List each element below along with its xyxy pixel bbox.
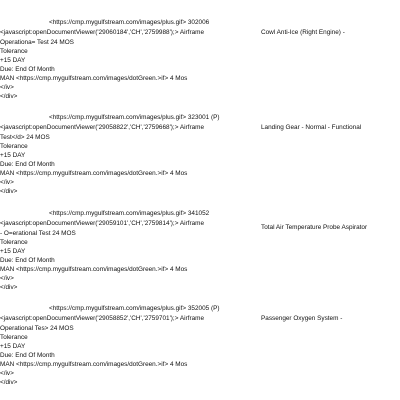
test-type-line: Test</d> 24 MOS [0, 134, 50, 141]
plus-image-link-line[interactable]: <https://cmp.mygulfstream.com/images/plus.gif> 341052 [49, 210, 210, 217]
record-description: Cowl Anti-Ice (Right Engine) - [261, 29, 345, 36]
document-viewer-link-line[interactable]: <javascript:openDocumentViewer('29059101','CH','2759814');> Airframe [0, 220, 205, 227]
closing-tag-line: </div> [0, 379, 18, 386]
closing-tag-line: </iv> [0, 275, 14, 282]
due-line: Due: End Of Month [0, 66, 55, 73]
status-image-link-line[interactable]: MAN <https://cmp.mygulfstream.com/images/dotGreen.>if> 4 Mos [0, 361, 188, 368]
document-viewer-link-line[interactable]: <javascript:openDocumentViewer('29058852','CH','2759701');> Airframe [0, 315, 205, 322]
plus-image-link-line[interactable]: <https://cmp.mygulfstream.com/images/plus.gif> 352005 (P) [49, 305, 220, 312]
plus-image-link-line[interactable]: <https://cmp.mygulfstream.com/images/plus.gif> 323001 (P) [49, 114, 220, 121]
tolerance-value: +15 DAY [0, 248, 26, 255]
tolerance-label: Tolerance [0, 334, 28, 341]
document-viewer-link-line[interactable]: <javascript:openDocumentViewer('29060184','CH','2759988');> Airframe [0, 29, 205, 36]
record-description: Passenger Oxygen System - [261, 315, 343, 322]
record-description: Total Air Temperature Probe Aspirator [261, 224, 368, 231]
tolerance-value: +15 DAY [0, 57, 26, 64]
closing-tag-line: </iv> [0, 84, 14, 91]
closing-tag-line: </iv> [0, 370, 14, 377]
plus-image-link-line[interactable]: <https://cmp.mygulfstream.com/images/plus.gif> 302006 [49, 19, 210, 26]
tolerance-label: Tolerance [0, 143, 28, 150]
tolerance-value: +15 DAY [0, 152, 26, 159]
due-line: Due: End Of Month [0, 161, 55, 168]
test-type-line: Operationa= Test 24 MOS [0, 39, 74, 46]
test-type-line: - O=erational Test 24 MOS [0, 230, 76, 237]
status-image-link-line[interactable]: MAN <https://cmp.mygulfstream.com/images/dotGreen.>if> 4 Mos [0, 266, 188, 273]
status-image-link-line[interactable]: MAN <https://cmp.mygulfstream.com/images/dotGreen.>if> 4 Mos [0, 75, 188, 82]
closing-tag-line: </div> [0, 188, 18, 195]
test-type-line: Operational Tes> 24 MOS [0, 325, 74, 332]
closing-tag-line: </div> [0, 93, 18, 100]
due-line: Due: End Of Month [0, 257, 55, 264]
tolerance-label: Tolerance [0, 239, 28, 246]
closing-tag-line: </iv> [0, 179, 14, 186]
record-description: Landing Gear - Normal - Functional [261, 124, 362, 131]
tolerance-label: Tolerance [0, 48, 28, 55]
document-viewer-link-line[interactable]: <javascript:openDocumentViewer('29058822','CH','2759668');> Airframe [0, 124, 205, 131]
closing-tag-line: </div> [0, 284, 18, 291]
tolerance-value: +15 DAY [0, 343, 26, 350]
status-image-link-line[interactable]: MAN <https://cmp.mygulfstream.com/images/dotGreen.>if> 4 Mos [0, 170, 188, 177]
due-line: Due: End Of Month [0, 352, 55, 359]
